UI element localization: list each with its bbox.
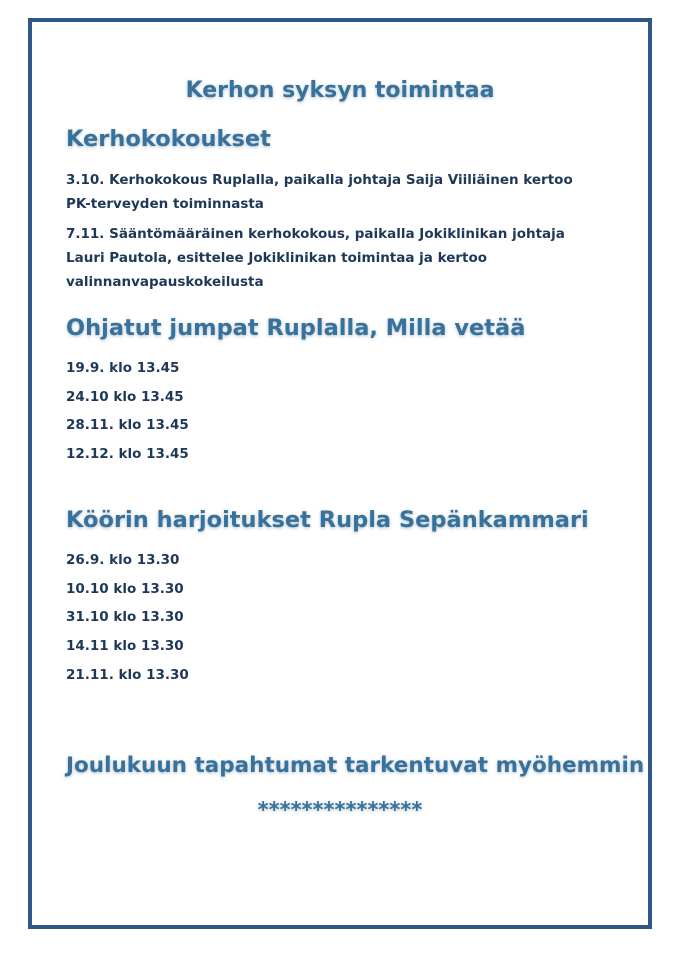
list-item: 21.11. klo 13.30 [66,666,189,683]
list-item: 24.10 klo 13.45 [66,388,184,405]
choir-heading: Köörin harjoitukset Rupla Sepänkammari [66,507,589,533]
choir-date-list [66,550,189,693]
list-item: 31.10 klo 13.30 [66,609,184,626]
meeting-item: 3.10. Kerhokokous Ruplalla, paikalla johtaja Saija Viiliäinen kertoo PK-terveyden toiminnasta [66,172,573,212]
list-item: 28.11. klo 13.45 [66,417,189,434]
page-title: Kerhon syksyn toimintaa [185,78,495,103]
star-divider: *************** [257,798,423,822]
list-item: 26.9. klo 13.30 [66,552,180,568]
list-item: 10.10 klo 13.30 [66,580,184,597]
gym-heading: Ohjatut jumpat Ruplalla, Milla vetää [66,315,526,341]
meeting-item: 7.11. Sääntömääräinen kerhokokous, paikalla Jokiklinikan johtaja Lauri Pautola, esittelee Jokiklinikan toimintaa ja kertoo valinnanvapauskokeilusta [66,226,565,290]
list-item: 14.11 klo 13.30 [66,638,184,655]
gym-date-list [66,358,189,473]
list-item: 19.9. klo 13.45 [66,360,180,376]
december-note: Joulukuun tapahtumat tarkentuvat myöhemmin [66,753,645,778]
meetings-heading: Kerhokokoukset [66,126,271,152]
page-frame [28,18,652,929]
list-item: 12.12. klo 13.45 [66,446,189,463]
